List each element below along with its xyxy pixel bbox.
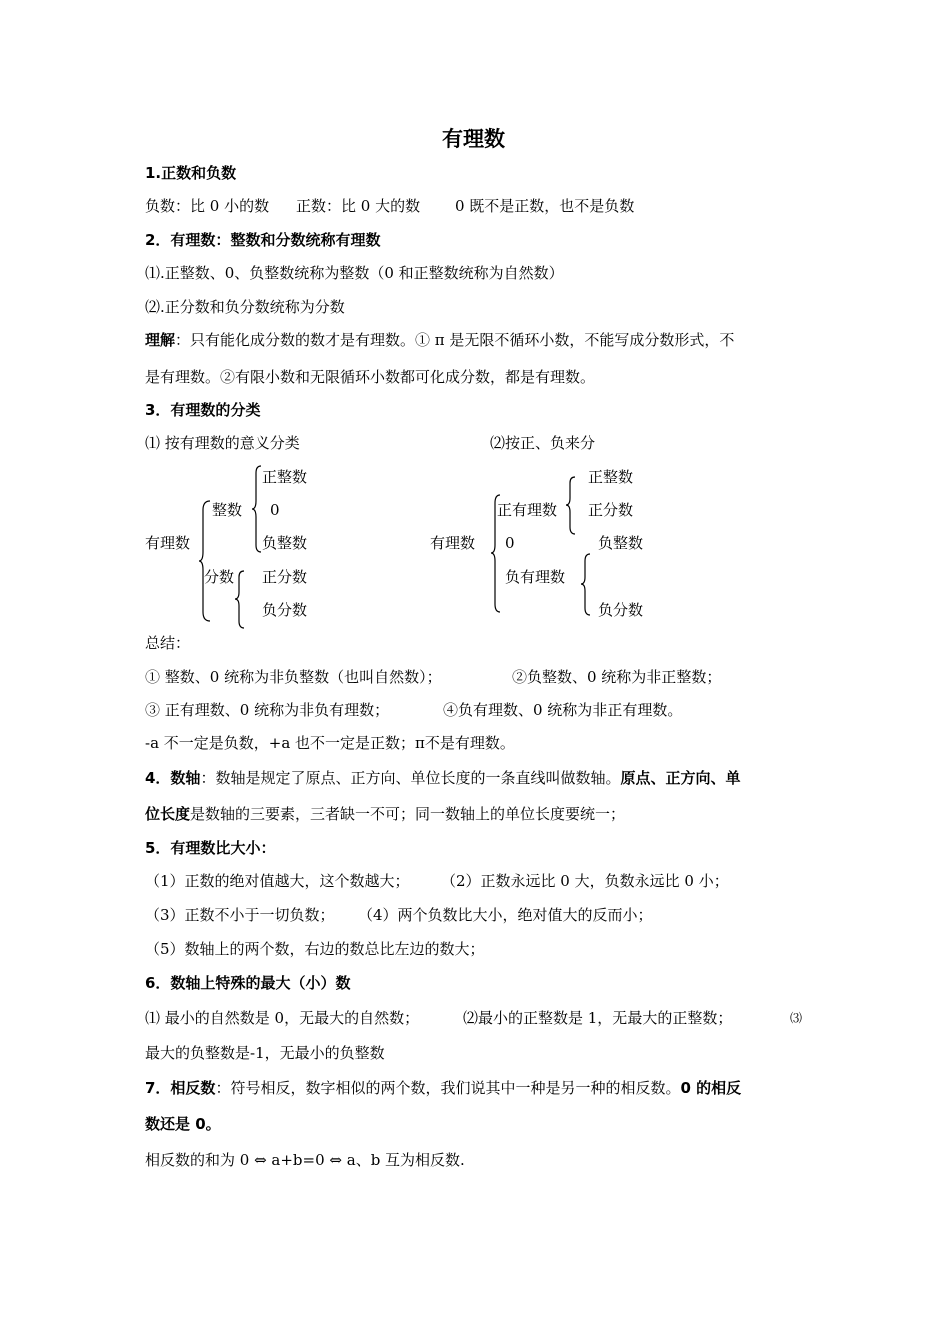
left-positive-fraction: 正分数 [262, 568, 308, 586]
understanding-line-1 [145, 330, 734, 350]
section-1-heading: 1.正数和负数 [145, 164, 237, 182]
fraction-definition: ⑵.正分数和负分数统称为分数 [145, 298, 345, 316]
negative-definition: 负数：比 0 小的数 [145, 197, 270, 215]
understanding-label: 理解 [145, 331, 176, 349]
compare-rule-5: （5）数轴上的两个数，右边的数总比左边的数大； [145, 940, 485, 958]
section-3-heading: 3．有理数的分类 [145, 401, 261, 419]
right-zero: 0 [505, 534, 515, 552]
special-number-c: 最大的负整数是-1，无最小的负整数 [145, 1044, 385, 1062]
opposite-sum-rule: 相反数的和为 0 ⇔ a+b=0 ⇔ a、b 互为相反数. [145, 1151, 465, 1169]
right-negative-brace [580, 553, 592, 617]
section-4-heading: 4．数轴 [145, 769, 201, 787]
classification-right-caption: ⑵按正、负来分 [490, 434, 596, 452]
compare-rule-2: （2）正数永远比 0 大，负数永远比 0 小； [441, 872, 729, 890]
understanding-line-2: 是有理数。②有限小数和无限循环小数都可化成分数，都是有理数。 [145, 368, 596, 386]
number-line-bold-2: 位长度 [145, 805, 191, 823]
opposite-text-1: ：符号相反，数字相似的两个数，我们说其中一种是另一种的相反数。 [215, 1079, 681, 1097]
classification-left-caption: ⑴ 按有理数的意义分类 [145, 434, 300, 452]
opposite-bold-2: 数还是 0。 [145, 1115, 221, 1133]
number-line-bold-1: 原点、正方向、单 [620, 769, 741, 787]
opposite-line-1 [145, 1078, 741, 1098]
section-5-heading: 5．有理数比大小： [145, 839, 276, 857]
left-root: 有理数 [145, 534, 191, 552]
summary-item-3: ③ 正有理数、0 统称为非负有理数； [145, 701, 390, 719]
number-line-line-1 [145, 768, 740, 788]
zero-definition: 0 既不是正数，也不是负数 [455, 197, 635, 215]
special-number-c-mark: ⑶ [790, 1011, 803, 1025]
section-7-heading: 7．相反数 [145, 1079, 216, 1097]
opposite-bold-1: 0 的相反 [680, 1079, 742, 1097]
understanding-text-1: ：只有能化成分数的数才是有理数。① π 是无限不循环小数，不能写成分数形式，不 [175, 331, 735, 349]
summary-label: 总结： [145, 634, 191, 652]
right-root: 有理数 [430, 534, 476, 552]
left-integer-label: 整数 [212, 501, 243, 519]
summary-note: -a 不一定是负数，+a 也不一定是正数；π不是有理数。 [145, 734, 515, 752]
left-positive-integer: 正整数 [262, 468, 308, 486]
number-line-text-2: 是数轴的三要素，三者缺一不可；同一数轴上的单位长度要统一； [190, 805, 626, 823]
page-title: 有理数 [442, 127, 505, 151]
right-positive-rational: 正有理数 [497, 501, 558, 519]
right-negative-rational: 负有理数 [505, 568, 566, 586]
left-main-brace [198, 500, 212, 622]
integer-definition: ⑴.正整数、0、负整数统称为整数（0 和正整数统称为自然数） [145, 264, 564, 282]
number-line-line-2 [145, 804, 625, 824]
special-number-b: ⑵最小的正整数是 1，无最大的正整数； [463, 1009, 733, 1027]
left-fraction-label: 分数 [204, 568, 235, 586]
left-negative-fraction: 负分数 [262, 601, 308, 619]
left-negative-integer: 负整数 [262, 534, 308, 552]
compare-rule-3: （3）正数不小于一切负数； [145, 906, 335, 924]
number-line-text-1: ：数轴是规定了原点、正方向、单位长度的一条直线叫做数轴。 [200, 769, 621, 787]
summary-item-4: ④负有理数、0 统称为非正有理数。 [443, 701, 683, 719]
right-positive-fraction: 正分数 [588, 501, 634, 519]
left-fraction-brace [234, 570, 246, 630]
section-2-heading: 2．有理数：整数和分数统称有理数 [145, 231, 381, 249]
right-negative-integer: 负整数 [598, 534, 644, 552]
compare-rule-1: （1）正数的绝对值越大，这个数越大； [145, 872, 410, 890]
left-zero: 0 [270, 501, 280, 519]
compare-rule-4: （4）两个负数比大小，绝对值大的反而小； [358, 906, 653, 924]
section-6-heading: 6．数轴上特殊的最大（小）数 [145, 974, 351, 992]
right-positive-integer: 正整数 [588, 468, 634, 486]
summary-item-1: ① 整数、0 统称为非负整数（也叫自然数）； [145, 668, 442, 686]
right-negative-fraction: 负分数 [598, 601, 644, 619]
summary-item-2: ②负整数、0 统称为非正整数； [512, 668, 722, 686]
right-positive-brace [565, 476, 577, 536]
special-number-a: ⑴ 最小的自然数是 0，无最大的自然数； [145, 1009, 420, 1027]
positive-definition: 正数：比 0 大的数 [296, 197, 421, 215]
